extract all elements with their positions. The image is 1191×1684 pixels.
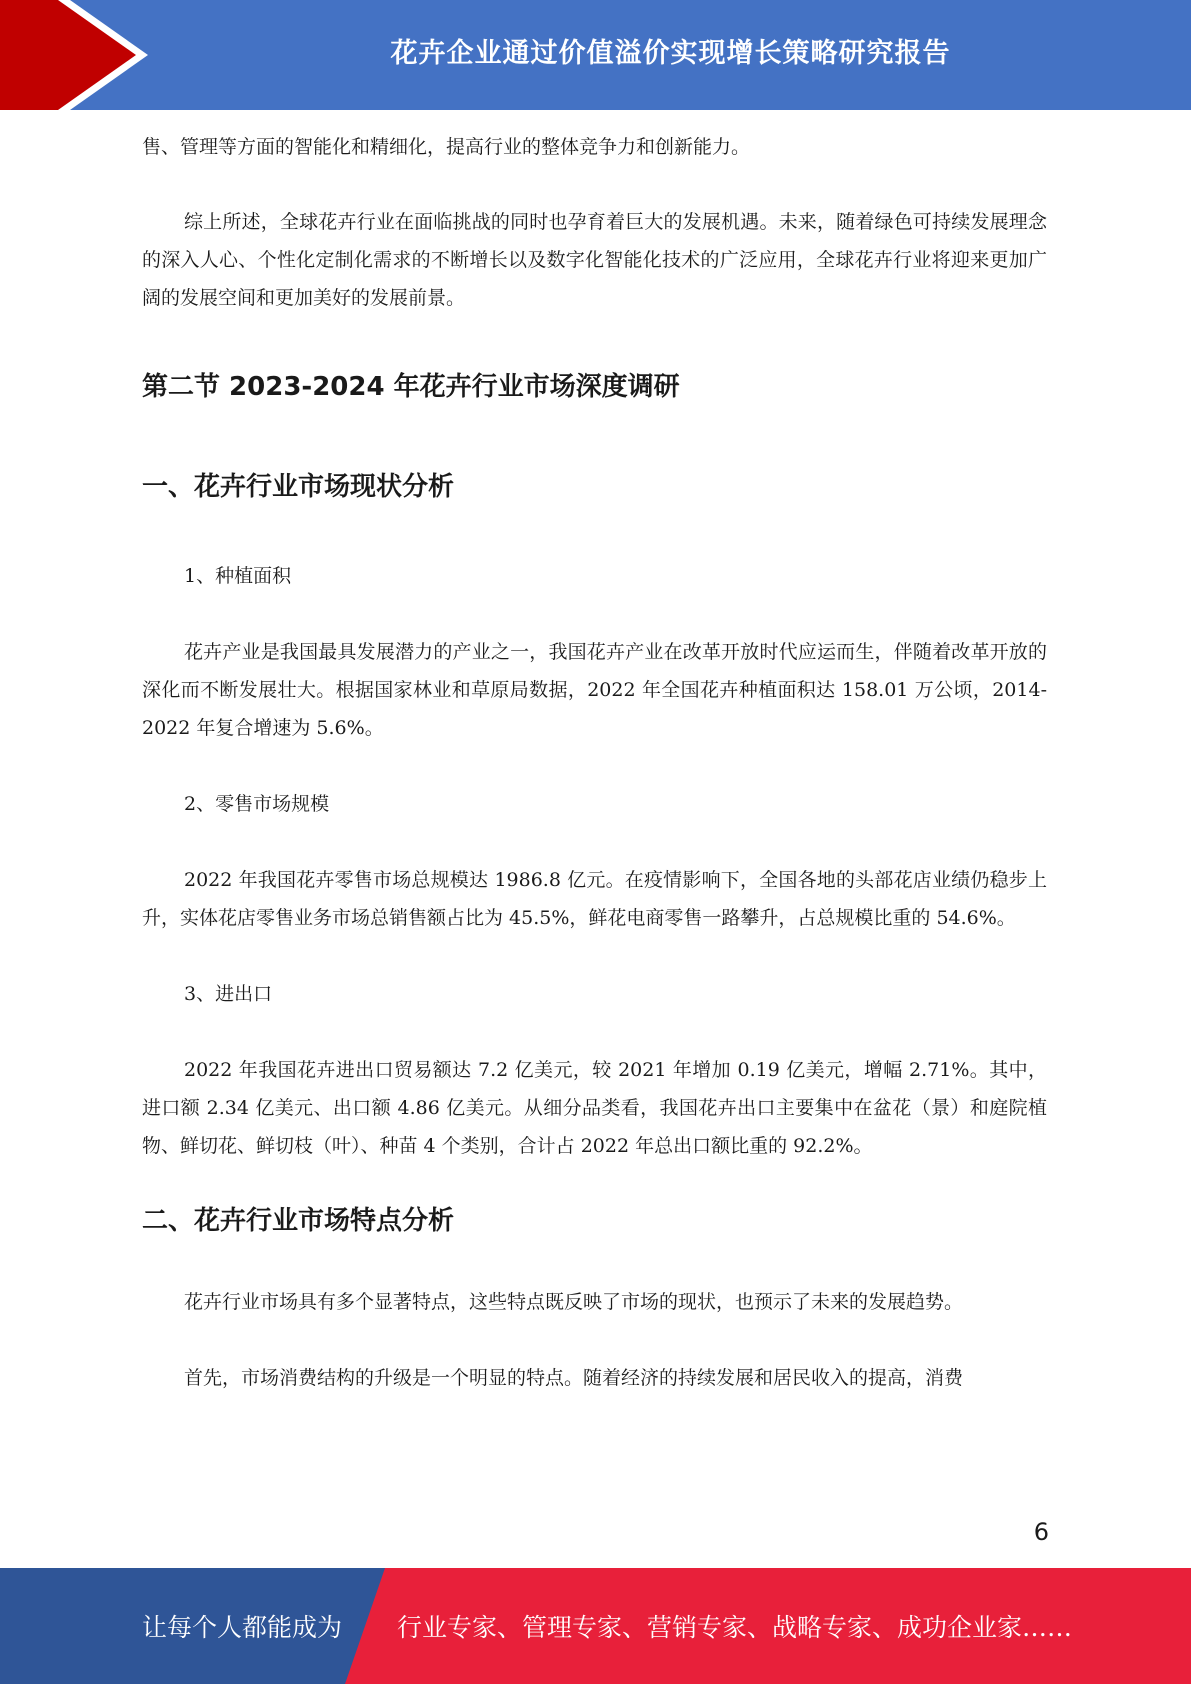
page-number: 6 [1033, 1518, 1049, 1546]
paragraph-features: 花卉行业市场具有多个显著特点，这些特点既反映了市场的现状，也预示了未来的发展趋势。 [184, 1291, 964, 1313]
paragraph-retail-market: 2022 年我国花卉零售市场总规模达 1986.8 亿元。在疫情影响下，全国各地的头部花店业绩仍稳步上升，实体花店零售业务市场总销售额占比为 45.5%，鲜花电商零售一路攀升，占总规模比重的 54.6%。 [142, 869, 1047, 929]
section-title: 第二节 2023-2024 年花卉行业市场深度调研 [142, 372, 680, 402]
paragraph-planting-area: 花卉产业是我国最具发展潜力的产业之一，我国花卉产业在改革开放时代应运而生，伴随着改革开放的深化而不断发展壮大。根据国家林业和草原局数据，2022 年全国花卉种植面积达 158.01 万公顷，2014-2022 年复合增速为 5.6%。 [142, 641, 1047, 739]
paragraph-intro-tail: 售、管理等方面的智能化和精细化，提高行业的整体竞争力和创新能力。 [142, 136, 751, 158]
paragraph-import-export: 2022 年我国花卉进出口贸易额达 7.2 亿美元，较 2021 年增加 0.19 亿美元，增幅 2.71%。其中，进口额 2.34 亿美元、出口额 4.86 亿美元。从细分品类看，我国花卉出口主要集中在盆花（景）和庭院植物、鲜切花、鲜切枝（叶）、种苗 4 个类别，合计占 2022 年总出口额比重的 92.2%。 [142, 1059, 1047, 1157]
item-title-import-export: 3、进出口 [184, 983, 273, 1005]
footer-slogan-right: 行业专家、管理专家、营销专家、战略专家、成功企业家…… [397, 1613, 1073, 1642]
subsection-title-features: 二、花卉行业市场特点分析 [142, 1206, 455, 1236]
item-title-planting-area: 1、种植面积 [184, 565, 292, 587]
page-footer [0, 1568, 1191, 1684]
page-header [0, 0, 1191, 110]
item-title-retail-market: 2、零售市场规模 [184, 793, 330, 815]
report-title: 花卉企业通过价值溢价实现增长策略研究报告 [390, 37, 951, 69]
paragraph-first: 首先，市场消费结构的升级是一个明显的特点。随着经济的持续发展和居民收入的提高，消费 [184, 1367, 964, 1389]
subsection-title-status: 一、花卉行业市场现状分析 [142, 472, 455, 502]
footer-slogan-left: 让每个人都能成为 [142, 1613, 343, 1642]
page-content [142, 128, 1047, 1397]
paragraph-summary: 综上所述，全球花卉行业在面临挑战的同时也孕育着巨大的发展机遇。未来，随着绿色可持续发展理念的深入人心、个性化定制化需求的不断增长以及数字化智能化技术的广泛应用，全球花卉行业将迎来更加广阔的发展空间和更加美好的发展前景。 [142, 211, 1047, 309]
